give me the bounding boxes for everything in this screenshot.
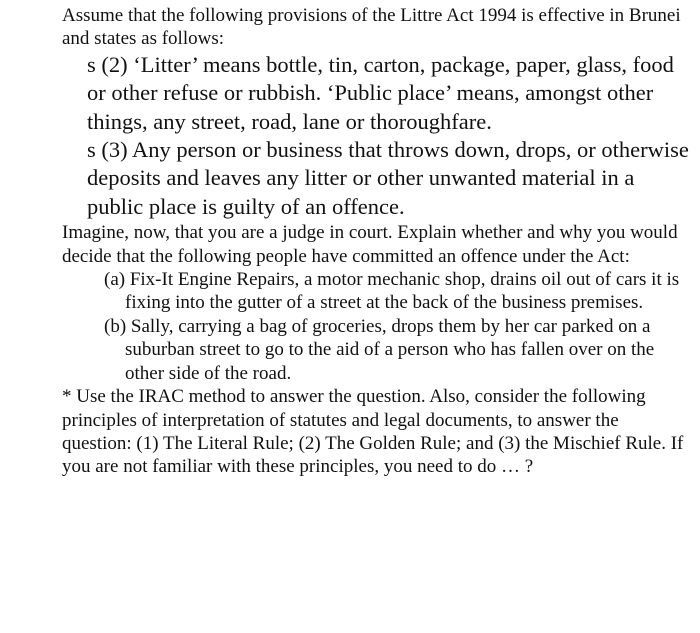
scenarios-list: [62, 268, 690, 385]
scenario-a: (a) Fix-It Engine Repairs, a motor mechanic shop, drains oil out of cars it is fixing into the gutter of a street at the back of the business premises.: [104, 269, 680, 314]
provision-s2: s (2) ‘Litter’ means bottle, tin, carton, package, paper, glass, food or other refuse or rubbish. ‘Public place’ means, amongst other things, any street, road, lane or thoroughfare.: [87, 51, 674, 134]
question-paragraph: Imagine, now, that you are a judge in court. Explain whether and why you would decide that the following people have committed an offence under the Act:: [62, 222, 678, 267]
scenario-b: (b) Sally, carrying a bag of groceries, drops them by her car parked on a suburban street to go to the aid of a person who has fallen over on the other side of the road.: [104, 315, 655, 384]
provision-s3: s (3) Any person or business that throws down, drops, or otherwise deposits and leaves any litter or other unwanted material in a public place is guilty of an offence.: [87, 137, 689, 219]
intro-paragraph: Assume that the following provisions of the Littre Act 1994 is effective in Brunei and states as follows:: [62, 5, 681, 50]
document-body: [62, 4, 690, 479]
instructions-paragraph: * Use the IRAC method to answer the question. Also, consider the following principles of interpretation of statutes and legal documents, to answer the question: (1) The Literal Rule; (2) The Golden Rule; and (3) the Mischief Rule. If you are not familiar with these principles, you need to do … ?: [62, 386, 684, 478]
provisions-list: [62, 51, 690, 221]
